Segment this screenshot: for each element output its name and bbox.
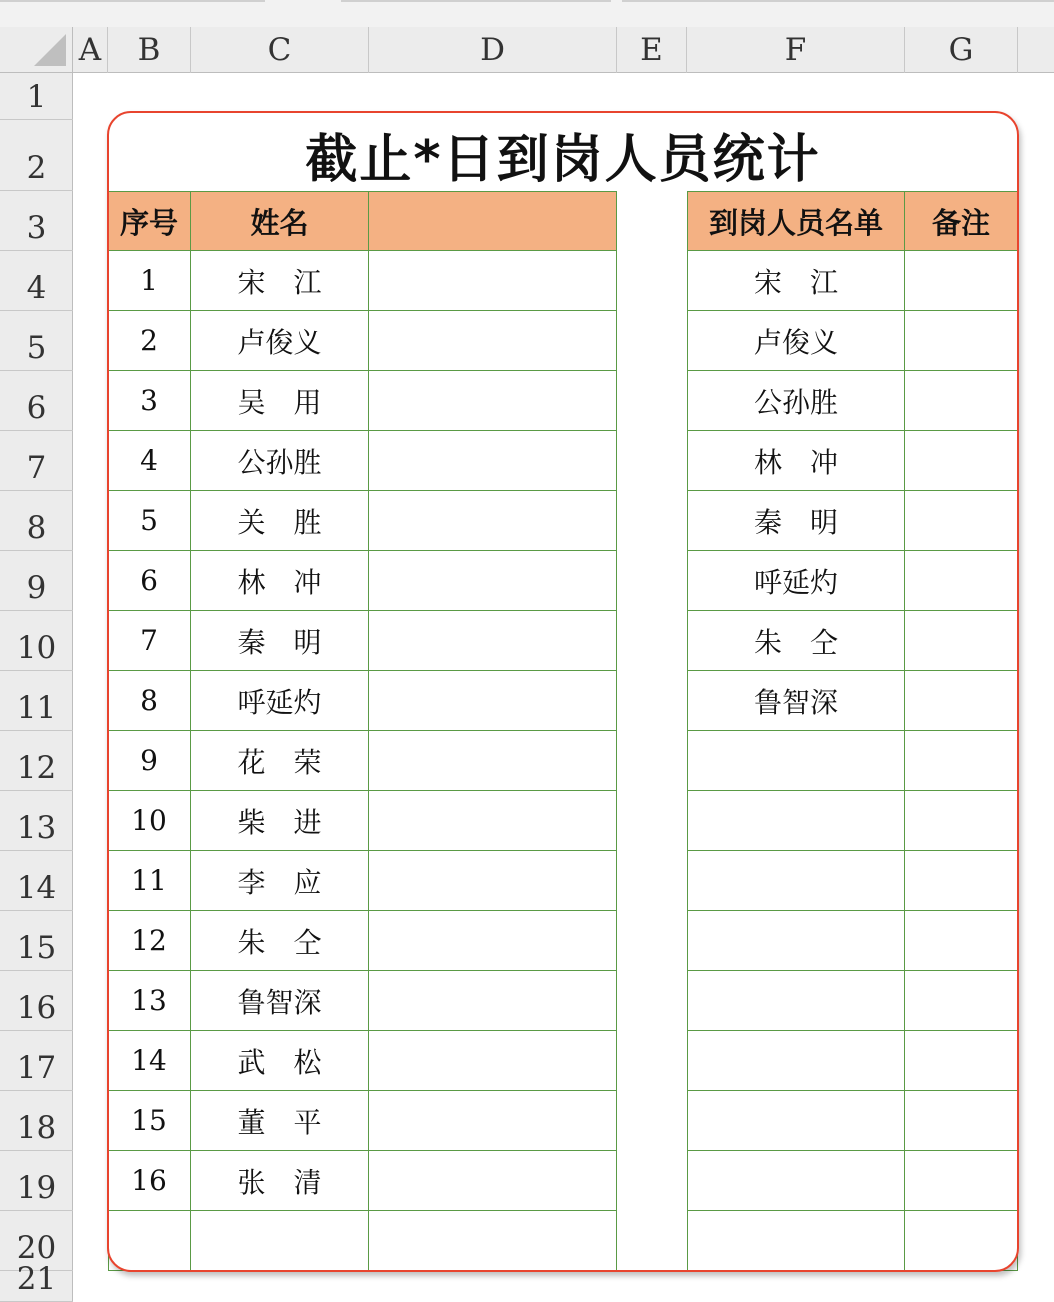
row-header-7[interactable]: 7	[0, 431, 73, 491]
seq-cell[interactable]: 9	[108, 731, 191, 791]
name-cell[interactable]: 呼延灼	[191, 671, 369, 731]
roster-cell[interactable]	[687, 731, 905, 791]
roster-cell[interactable]	[687, 1091, 905, 1151]
note-cell[interactable]	[905, 491, 1018, 551]
note-cell[interactable]	[905, 731, 1018, 791]
name-cell[interactable]: 公孙胜	[191, 431, 369, 491]
note-cell[interactable]	[905, 611, 1018, 671]
note-cell[interactable]	[905, 791, 1018, 851]
blank-cell[interactable]	[369, 311, 617, 371]
roster-cell[interactable]	[687, 911, 905, 971]
column-header-d[interactable]: D	[369, 27, 617, 73]
blank-cell[interactable]	[369, 731, 617, 791]
name-cell[interactable]: 张 清	[191, 1151, 369, 1211]
roster-cell[interactable]	[687, 1031, 905, 1091]
note-cell[interactable]	[905, 1091, 1018, 1151]
seq-cell[interactable]: 5	[108, 491, 191, 551]
header-roster[interactable]: 到岗人员名单	[687, 191, 905, 251]
name-cell[interactable]: 柴 进	[191, 791, 369, 851]
note-cell[interactable]	[905, 1031, 1018, 1091]
note-cell[interactable]	[905, 851, 1018, 911]
note-cell[interactable]	[905, 1151, 1018, 1211]
row-header-2[interactable]: 2	[0, 120, 73, 191]
blank-cell[interactable]	[369, 791, 617, 851]
row-header-19[interactable]: 19	[0, 1151, 73, 1211]
note-cell[interactable]	[905, 311, 1018, 371]
column-header-a[interactable]: A	[73, 27, 108, 73]
select-all-icon	[34, 34, 66, 66]
row-header-13[interactable]: 13	[0, 791, 73, 851]
toolbar-strip	[0, 0, 1054, 27]
roster-cell[interactable]: 公孙胜	[687, 371, 905, 431]
roster-cell[interactable]	[687, 791, 905, 851]
name-cell[interactable]: 朱 仝	[191, 911, 369, 971]
name-cell[interactable]	[191, 1211, 369, 1271]
seq-cell[interactable]: 15	[108, 1091, 191, 1151]
roster-cell[interactable]: 林 冲	[687, 431, 905, 491]
row-header-12[interactable]: 12	[0, 731, 73, 791]
roster-cell[interactable]	[687, 851, 905, 911]
roster-cell[interactable]: 呼延灼	[687, 551, 905, 611]
blank-cell[interactable]	[369, 671, 617, 731]
row-header-16[interactable]: 16	[0, 971, 73, 1031]
name-cell[interactable]: 秦 明	[191, 611, 369, 671]
row-header-17[interactable]: 17	[0, 1031, 73, 1091]
seq-cell[interactable]	[108, 1211, 191, 1271]
roster-cell[interactable]	[687, 1211, 905, 1271]
header-note[interactable]: 备注	[905, 191, 1018, 251]
seq-cell[interactable]: 6	[108, 551, 191, 611]
blank-cell[interactable]	[369, 431, 617, 491]
name-cell[interactable]: 宋 江	[191, 251, 369, 311]
row-header-4[interactable]: 4	[0, 251, 73, 311]
blank-cell[interactable]	[369, 1151, 617, 1211]
name-cell[interactable]: 卢俊义	[191, 311, 369, 371]
roster-cell[interactable]	[687, 1151, 905, 1211]
name-cell[interactable]: 武 松	[191, 1031, 369, 1091]
seq-cell[interactable]: 3	[108, 371, 191, 431]
seq-cell[interactable]: 13	[108, 971, 191, 1031]
row-header-3[interactable]: 3	[0, 191, 73, 251]
note-cell[interactable]	[905, 551, 1018, 611]
roster-cell[interactable]: 秦 明	[687, 491, 905, 551]
seq-cell[interactable]: 11	[108, 851, 191, 911]
column-header-f[interactable]: F	[687, 27, 905, 73]
row-header-14[interactable]: 14	[0, 851, 73, 911]
note-cell[interactable]	[905, 371, 1018, 431]
blank-cell[interactable]	[369, 551, 617, 611]
roster-cell[interactable]: 卢俊义	[687, 311, 905, 371]
row-header-1[interactable]: 1	[0, 73, 73, 120]
row-header-18[interactable]: 18	[0, 1091, 73, 1151]
blank-cell[interactable]	[369, 611, 617, 671]
seq-cell[interactable]: 7	[108, 611, 191, 671]
row-header-8[interactable]: 8	[0, 491, 73, 551]
blank-cell[interactable]	[369, 251, 617, 311]
roster-cell[interactable]: 鲁智深	[687, 671, 905, 731]
row-header-20[interactable]: 20	[0, 1211, 73, 1271]
row-header-5[interactable]: 5	[0, 311, 73, 371]
roster-cell[interactable]	[687, 971, 905, 1031]
row-header-6[interactable]: 6	[0, 371, 73, 431]
note-cell[interactable]	[905, 911, 1018, 971]
header-seq[interactable]: 序号	[108, 191, 191, 251]
name-cell[interactable]: 李 应	[191, 851, 369, 911]
name-cell[interactable]: 花 荣	[191, 731, 369, 791]
blank-cell[interactable]	[369, 911, 617, 971]
blank-cell[interactable]	[369, 491, 617, 551]
seq-cell[interactable]: 10	[108, 791, 191, 851]
roster-cell[interactable]: 朱 仝	[687, 611, 905, 671]
blank-cell[interactable]	[369, 971, 617, 1031]
note-cell[interactable]	[905, 671, 1018, 731]
row-header-9[interactable]: 9	[0, 551, 73, 611]
column-header-c[interactable]: C	[191, 27, 369, 73]
header-blank[interactable]	[369, 191, 617, 251]
note-cell[interactable]	[905, 431, 1018, 491]
seq-cell[interactable]: 4	[108, 431, 191, 491]
name-cell[interactable]: 鲁智深	[191, 971, 369, 1031]
seq-cell[interactable]: 8	[108, 671, 191, 731]
name-cell[interactable]: 吴 用	[191, 371, 369, 431]
seq-cell[interactable]: 12	[108, 911, 191, 971]
note-cell[interactable]	[905, 1211, 1018, 1271]
name-cell[interactable]: 林 冲	[191, 551, 369, 611]
name-cell[interactable]: 关 胜	[191, 491, 369, 551]
header-name[interactable]: 姓名	[191, 191, 369, 251]
blank-cell[interactable]	[369, 1031, 617, 1091]
blank-cell[interactable]	[369, 851, 617, 911]
select-all-corner[interactable]	[0, 27, 73, 73]
blank-cell[interactable]	[369, 1091, 617, 1151]
column-header-g[interactable]: G	[905, 27, 1018, 73]
blank-cell[interactable]	[369, 371, 617, 431]
row-header-11[interactable]: 11	[0, 671, 73, 731]
note-cell[interactable]	[905, 971, 1018, 1031]
note-cell[interactable]	[905, 251, 1018, 311]
sheet-title[interactable]: 截止*日到岗人员统计	[305, 129, 821, 190]
row-header-15[interactable]: 15	[0, 911, 73, 971]
blank-cell[interactable]	[369, 1211, 617, 1271]
name-cell[interactable]: 董 平	[191, 1091, 369, 1151]
row-header-21[interactable]: 21	[0, 1271, 73, 1302]
column-header-b[interactable]: B	[108, 27, 191, 73]
seq-cell[interactable]: 14	[108, 1031, 191, 1091]
seq-cell[interactable]: 2	[108, 311, 191, 371]
row-header-10[interactable]: 10	[0, 611, 73, 671]
seq-cell[interactable]: 16	[108, 1151, 191, 1211]
column-header-e[interactable]: E	[617, 27, 687, 73]
seq-cell[interactable]: 1	[108, 251, 191, 311]
roster-cell[interactable]: 宋 江	[687, 251, 905, 311]
